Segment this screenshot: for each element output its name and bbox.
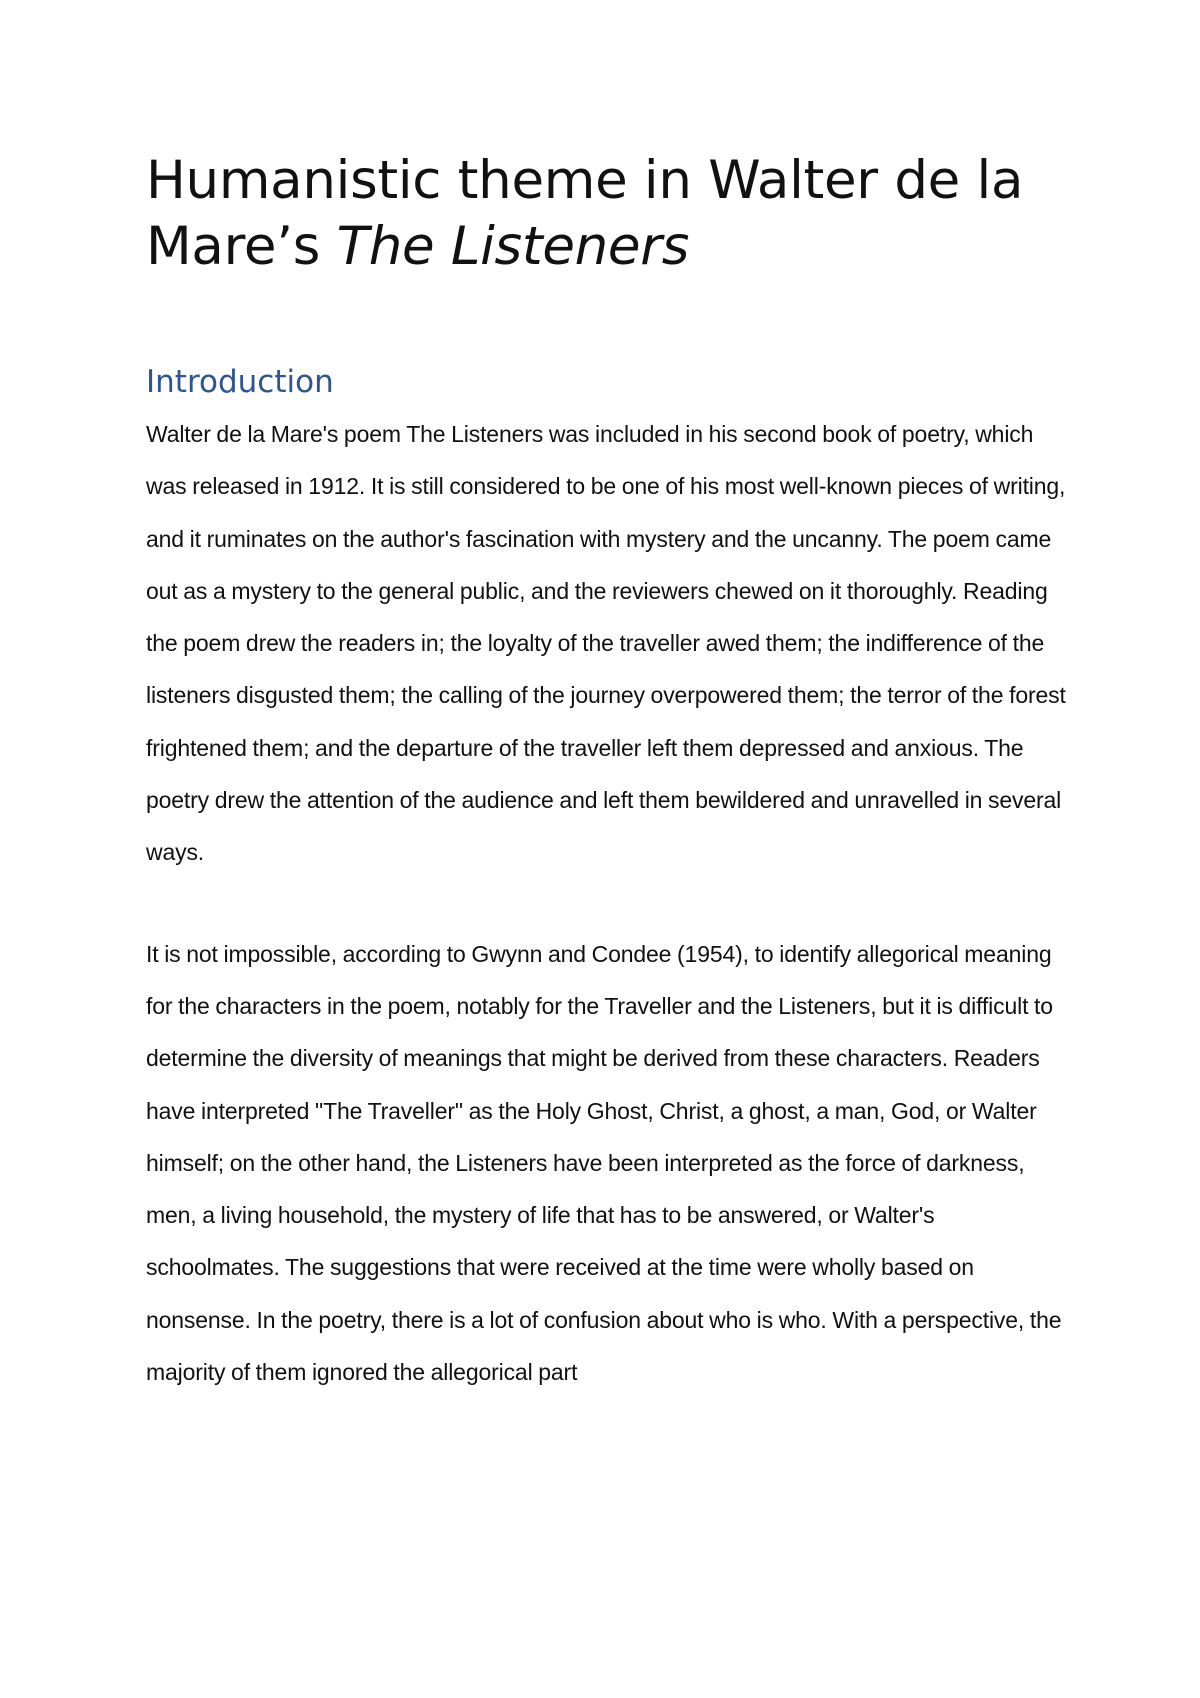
document-body xyxy=(146,148,1068,1398)
paragraph-2: It is not impossible, according to Gwynn and Condee (1954), to identify allegorical meaning for the characters in the poem, notably for the Traveller and the Listeners, but it is difficult to determine the diversity of meanings that might be derived from these characters. Readers have interpreted "The Traveller" as the Holy Ghost, Christ, a ghost, a man, God, or Walter himself; on the other hand, the Listeners have been interpreted as the force of darkness, men, a living household, the mystery of life that has to be answered, or Walter's schoolmates. The suggestions that were received at the time were wholly based on nonsense. In the poetry, there is a lot of confusion about who is who. With a perspective, the majority of them ignored the allegorical part xyxy=(146,940,1062,1386)
document-title-main: Humanistic theme in Walter de la Mare’s xyxy=(146,150,1024,277)
paragraph-1: Walter de la Mare's poem The Listeners was included in his second book of poetry, which was released in 1912. It is still considered to be one of his most well-known pieces of writing, and it ruminates on the author's fascination with mystery and the uncanny. The poem came out as a mystery to the general public, and the reviewers chewed on it thoroughly. Reading the poem drew the readers in; the loyalty of the traveller awed them; the indifference of the listeners disgusted them; the calling of the journey overpowered them; the terror of the forest frightened them; and the departure of the traveller left them depressed and anxious. The poetry drew the attention of the audience and left them bewildered and unravelled in several ways. xyxy=(146,421,1066,866)
section-heading-introduction: Introduction xyxy=(146,364,334,400)
document-title-italic: The Listeners xyxy=(336,216,690,277)
document-title xyxy=(146,148,1068,280)
